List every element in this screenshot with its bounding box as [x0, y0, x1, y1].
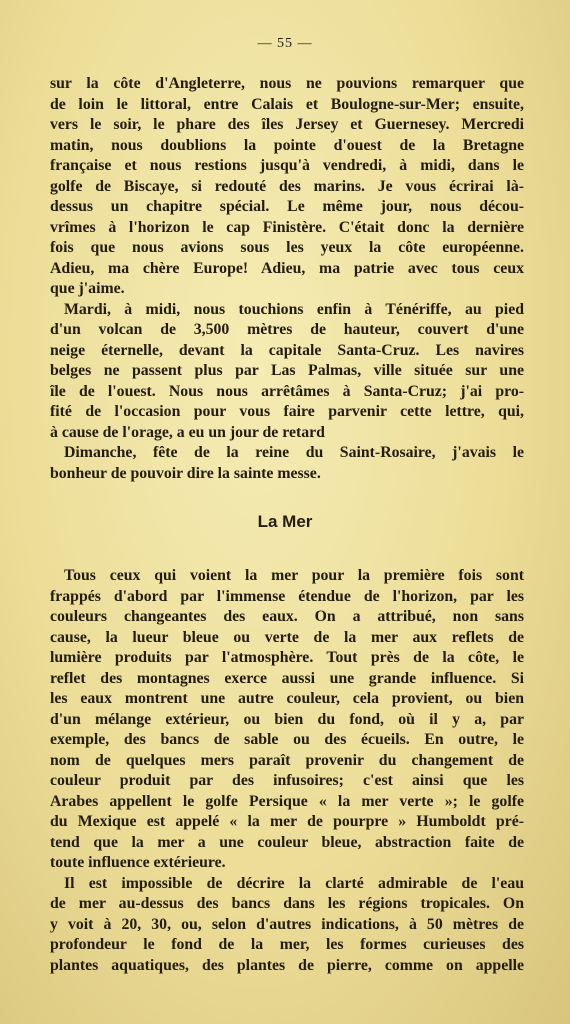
text-line: profondeur le fond de la mer, les formes curieuses des [50, 936, 524, 953]
text-line: Il est impossible de décrire la clarté admirable de l'eau [64, 874, 524, 892]
text-line: Arabes appellent le golfe Persique « la mer verte »; le golfe [50, 792, 524, 810]
text-line: que j'aime. [50, 280, 125, 297]
text-line: reflet des montagnes exerce aussi une grande influence. Si [50, 669, 524, 687]
text-line: dessus un chapitre spécial. Le même jour, nous décou- [50, 198, 524, 215]
text-line: couleurs changeantes des eaux. On a attribué, non sans [50, 608, 524, 625]
text-line: couleur produit par des infusoires; c'est ainsi que les [50, 772, 524, 789]
text-line: neige éternelle, devant la capitale Santa-Cruz. Les navires [50, 341, 524, 359]
text-line: matin, nous doublions la pointe d'ouest de la Bretagne [50, 136, 524, 154]
text-line: île de l'ouest. Nous nous arrêtâmes à Santa-Cruz; j'ai pro- [50, 382, 524, 400]
text-line: de loin le littoral, entre Calais et Boulogne-sur-Mer; ensuite, [50, 95, 524, 113]
text-line: Adieu, ma chère Europe! Adieu, ma patrie avec tous ceux [50, 259, 524, 277]
text-line: exemple, des bancs de sable ou des écueils. En outre, le [50, 731, 524, 748]
text-line: sur la côte d'Angleterre, nous ne pouvions remarquer que [50, 75, 524, 92]
text-line: y voit à 20, 30, ou, selon d'autres indications, à 50 mètres de [50, 915, 524, 933]
text-line: les eaux montrent une autre couleur, cela provient, ou bien [50, 690, 524, 707]
letter-text [50, 74, 524, 484]
text-line: belges ne passent plus par Las Palmas, ville située sur une [50, 362, 524, 379]
text-line: française et nous restions jusqu'à vendredi, à midi, dans le [50, 157, 524, 174]
text-line: fité de l'occasion pour vous faire parvenir cette lettre, qui, [50, 403, 524, 420]
text-line: plantes aquatiques, des plantes de pierre, comme on appelle [50, 956, 524, 974]
text-line: Dimanche, fête de la reine du Saint-Rosaire, j'avais le [64, 444, 524, 461]
text-line: vers le soir, le phare des îles Jersey et Guernesey. Mercredi [50, 116, 524, 133]
text-line: bonheur de pouvoir dire la sainte messe. [50, 464, 321, 482]
text-line: nom de quelques mers paraît provenir du changement de [50, 751, 524, 769]
text-line: de mer au-dessus des bancs dans les régions tropicales. On [50, 895, 524, 912]
text-line: toute influence extérieure. [50, 854, 226, 871]
text-line: d'un volcan de 3,500 mètres de hauteur, couvert d'une [50, 321, 524, 338]
text-line: du Mexique est appelé « la mer de pourpre » Humboldt pré- [50, 813, 524, 830]
text-line: golfe de Biscaye, si redouté des marins. Je vous écrirai là- [50, 177, 524, 195]
text-line: frappés d'abord par l'immense étendue de l'horizon, par les [50, 587, 524, 605]
text-line: fois que nous avions sous les yeux la côte européenne. [50, 239, 524, 256]
text-line: vrîmes à l'horizon le cap Finistère. C'était donc la dernière [50, 218, 524, 236]
section-heading: La Mer [257, 512, 313, 531]
text-line: d'un mélange extérieur, ou bien du fond, où il y a, par [50, 710, 524, 728]
text-line: tend que la mer a une couleur bleue, abstraction faite de [50, 833, 524, 851]
text-line: cause, la lueur bleue ou verte de la mer aux reflets de [50, 628, 524, 646]
text-line: à cause de l'orage, a eu un jour de retard [50, 423, 325, 441]
text-line: Tous ceux qui voient la mer pour la première fois sont [64, 567, 524, 584]
page-number: — 55 — [257, 36, 313, 51]
section-text [50, 566, 524, 976]
text-line: lumière produits par l'atmosphère. Tout près de la côte, le [50, 649, 524, 666]
text-line: Mardi, à midi, nous touchions enfin à Ténériffe, au pied [64, 300, 524, 318]
